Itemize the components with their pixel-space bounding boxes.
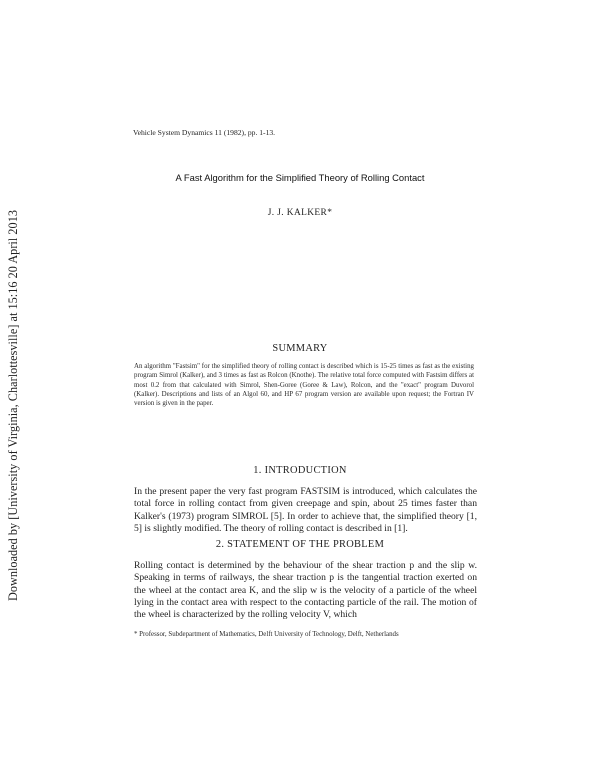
introduction-paragraph: In the present paper the very fast program FASTSIM is introduced, which calculates the total force in rolling contact from given creepage and spin, about 25 times faster than Kalker's (1973) program SIMROL [5]. In order to achieve that, the simplified theory [1, 5] is slightly modified. The theory of rolling contact is described in [1].	[134, 486, 477, 534]
introduction-heading: 1. INTRODUCTION	[253, 465, 347, 476]
paper-title: A Fast Algorithm for the Simplified Theory of Rolling Contact	[175, 172, 425, 183]
journal-citation: Vehicle System Dynamics 11 (1982), pp. 1-13.	[133, 128, 276, 137]
paper-author: J. J. KALKER*	[267, 208, 333, 218]
summary-paragraph: An algorithm "Fastsim" for the simplified theory of rolling contact is described which is 15-25 times as fast as the existing program Simrol (Kalker), and 3 times as fast as Rolcon (Knothe). The relative total force computed with Fastsim differs at most 0.2 from that calculated with Simrol, Shen-Goree (Goree & Law), Rolcon, and the "exact" program Duvorol (Kalker). Descriptions and lists of an Algol 60, and HP 67 program version are available upon request; the Fortran IV version is given in the paper.	[134, 363, 474, 408]
download-watermark	[1, 190, 25, 620]
problem-statement-heading: 2. STATEMENT OF THE PROBLEM	[215, 539, 385, 550]
summary-heading: SUMMARY	[272, 343, 328, 354]
author-footnote: * Professor, Subdepartment of Mathematics, Delft University of Technology, Delft, Netherlands	[134, 631, 399, 638]
problem-statement-paragraph: Rolling contact is determined by the behaviour of the shear traction p and the slip w. Speaking in terms of railways, the shear traction p is the tangential traction exerted on the wheel at the contact area K, and the slip w is the velocity of a particle of the wheel lying in the contact area with respect to the contacting particle of the rail. The motion of the wheel is characterized by the rolling velocity V, which	[134, 560, 477, 621]
download-stamp-text: Downloaded by [University of Virginia, Charlottesville] at 15:16 20 April 2013	[5, 209, 20, 601]
